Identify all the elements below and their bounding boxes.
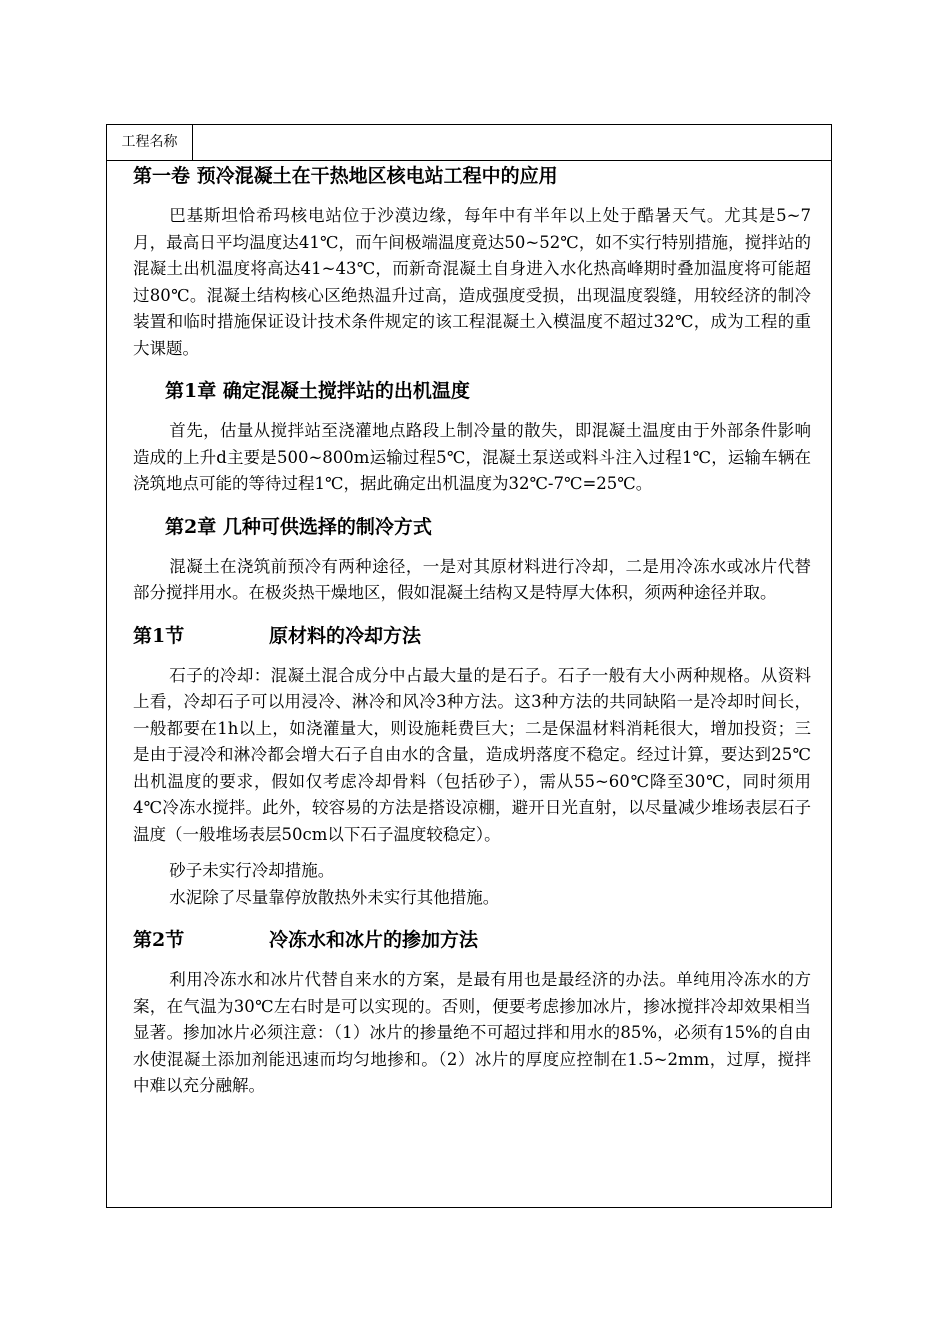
section-1-cement-line: 水泥除了尽量靠停放散热外未实行其他措施。 (169, 887, 500, 907)
section-2-number: 第2节 (133, 929, 185, 951)
section-1-paragraph: 石子的冷却：混凝土混合成分中占最大量的是石子。石子一般有大小两种规格。从资料上看，冷却石子可以用浸冷、淋冷和风冷3种方法。这3种方法的共同缺陷一是冷却时间长，一般都要在1h以上，如浇灌量大，则设施耗费巨大；二是保温材料消耗很大，增加投资；三是由于浸冷和淋冷都会增大石子自由水的含量，造成坍落度不稳定。经过计算，要达到25℃出机温度的要求，假如仅考虑冷却骨料（包括砂子），需从55~60℃降至30℃，同时须用4℃冷冻水搅拌。此外，较容易的方法是搭设凉棚，避开日光直射，以尽量减少堆场表层石子温度（一般堆场表层50cm以下石子温度较稳定）。 (133, 665, 811, 844)
chapter-1-paragraph: 首先，估量从搅拌站至浇灌地点路段上制冷量的散失，即混凝土温度由于外部条件影响造成的上升d主要是500~800m运输过程5℃，混凝土泵送或料斗注入过程1℃，运输车辆在浇筑地点可能的等待过程1℃，据此确定出机温度为32℃-7℃=25℃。 (133, 421, 811, 493)
chapter-2-paragraph: 混凝土在浇筑前预冷有两种途径，一是对其原材料进行冷却，二是用冷冻水或冰片代替部分搅拌用水。在极炎热干燥地区，假如混凝土结构又是特厚大体积，须两种途径并取。 (133, 556, 811, 602)
section-1-heading (133, 623, 811, 649)
section-1-title: 原材料的冷却方法 (269, 624, 422, 647)
section-2-heading (133, 927, 811, 953)
section-1-sand-line: 砂子未实行冷却措施。 (169, 861, 335, 880)
header-row (107, 125, 831, 161)
section-2-paragraph: 利用冷冻水和冰片代替自来水的方案，是最有用也是最经济的办法。单纯用冷冻水的方案，在气温为30℃左右时是可以实现的。否则，便要考虑掺加冰片，掺冰搅拌冷却效果相当显著。掺加冰片必须注意：（1）冰片的掺量绝不可超过拌和用水的85%，必须有15%的自由水使混凝土添加剂能迅速而均匀地掺和。（2）冰片的厚度应控制在1.5~2mm，过厚，搅拌中难以充分融解。 (133, 970, 811, 1095)
section-1-number: 第1节 (133, 624, 185, 647)
chapter-1-title: 第1章 确定混凝土搅拌站的出机温度 (165, 380, 470, 402)
section-2-title: 冷冻水和冰片的掺加方法 (269, 929, 479, 951)
chapter-2-title: 第2章 几种可供选择的制冷方式 (165, 515, 432, 538)
document-frame (106, 124, 832, 1208)
intro-paragraph: 巴基斯坦恰希玛核电站位于沙漠边缘，每年中有半年以上处于酷暑天气。尤其是5~7月，最高日平均温度达41℃，而午间极端温度竟达50~52℃，如不实行特别措施，搅拌站的混凝土出机温度将高达41~43℃，而新奇混凝土自身进入水化热高峰期时叠加温度将可能超过80℃。混凝土结构核心区绝热温升过高，造成强度受损，出现温度裂缝，用较经济的制冷装置和临时措施保证设计技术条件规定的该工程混凝土入模温度不超过32℃，成为工程的重大课题。 (133, 206, 811, 358)
document-body (133, 161, 811, 1100)
volume-title: 第一卷 预冷混凝土在干热地区核电站工程中的应用 (133, 165, 558, 187)
project-name-label: 工程名称 (107, 125, 193, 160)
